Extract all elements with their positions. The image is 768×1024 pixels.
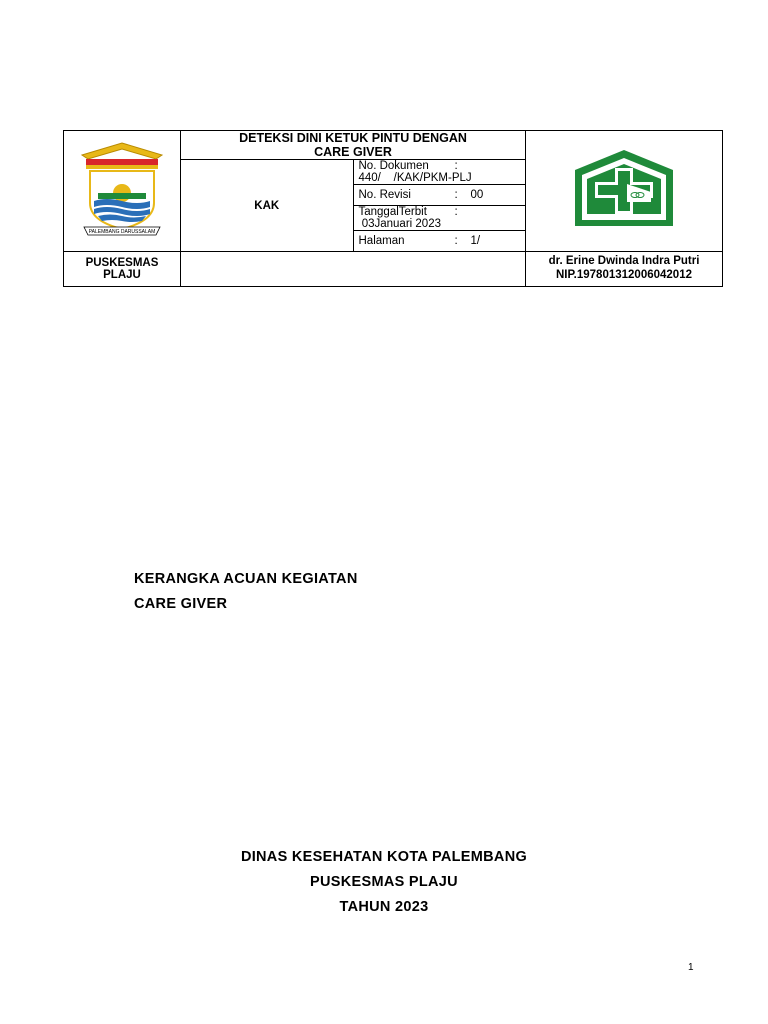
info-row-revision: No. Revisi : 00 <box>353 185 526 206</box>
puskesmas-logo-icon <box>571 146 677 232</box>
page-number: 1 <box>688 962 694 973</box>
info-row-issue-date: TanggalTerbit : 03Januari 2023 <box>353 206 526 231</box>
signer-nip: NIP.197801312006042012 <box>555 269 692 281</box>
document-title-line2: CARE GIVER <box>314 145 392 159</box>
document-title-line1: DETEKSI DINI KETUK PINTU DENGAN <box>239 131 467 145</box>
emblem-ribbon-text: PALEMBANG DARUSSALAM <box>88 228 156 235</box>
main-title-line2: CARE GIVER <box>134 596 228 612</box>
signer-name: dr. Erine Dwinda Indra Putri <box>548 255 700 267</box>
puskesmas-logo-cell <box>526 131 723 252</box>
empty-cell <box>181 252 526 287</box>
organization-name: PUSKESMAS PLAJU <box>64 252 181 287</box>
document-title <box>181 131 526 160</box>
footer-puskesmas: PUSKESMAS PLAJU <box>310 874 458 890</box>
footer-year: TAHUN 2023 <box>339 899 429 915</box>
signer-info <box>526 252 723 287</box>
document-type: KAK <box>181 160 354 252</box>
document-header-table <box>63 130 723 287</box>
palembang-logo-cell <box>64 131 181 252</box>
info-row-page: Halaman : 1/ <box>353 231 526 252</box>
info-row-document-number: No. Dokumen :440/ /KAK/PKM-PLJ <box>353 160 526 185</box>
footer-agency: DINAS KESEHATAN KOTA PALEMBANG <box>240 849 528 865</box>
main-title-line1: KERANGKA ACUAN KEGIATAN <box>134 571 358 587</box>
palembang-city-emblem-icon <box>76 137 168 241</box>
